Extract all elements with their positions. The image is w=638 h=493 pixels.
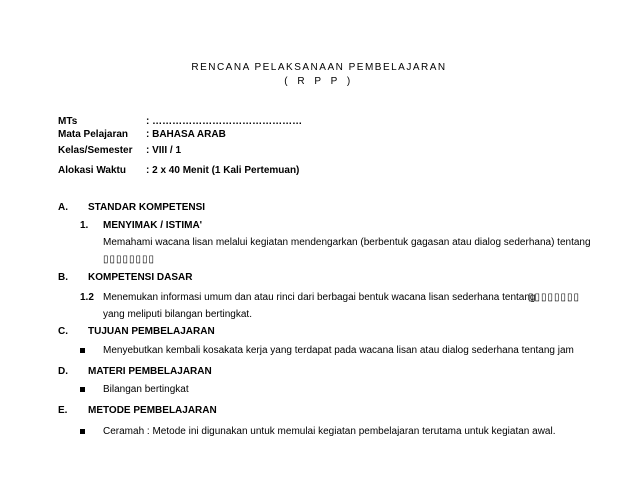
section-e-bullet-icon: [80, 429, 85, 434]
document-title: RENCANA PELAKSANAAN PEMBELAJARAN: [191, 62, 447, 73]
identity-label-time: Alokasi Waktu: [58, 165, 126, 176]
document-subtitle: ( R P P ): [284, 76, 354, 87]
section-c-bullet-icon: [80, 348, 85, 353]
section-d-title: MATERI PEMBELAJARAN: [88, 366, 212, 377]
section-b-title: KOMPETENSI DASAR: [88, 272, 193, 283]
section-e-bullet-text: Ceramah : Metode ini digunakan untuk memulai kegiatan pembelajaran terutama untuk kegiatan awal.: [103, 426, 556, 437]
identity-value-time: : 2 x 40 Menit (1 Kali Pertemuan): [146, 165, 300, 176]
section-a-item-text-2: ▯▯▯▯▯▯▯▯: [103, 254, 156, 265]
section-c-letter: C.: [58, 326, 68, 337]
identity-value-class: : VIII / 1: [146, 145, 182, 156]
section-b-item-number: 1.2: [80, 292, 94, 303]
identity-label-subject: Mata Pelajaran: [58, 129, 129, 140]
section-b-item-text: Menemukan informasi umum dan atau rinci dari berbagai bentuk wacana lisan sederhana tentang: [103, 292, 536, 303]
identity-label-class: Kelas/Semester: [58, 145, 133, 156]
section-a-item-title: MENYIMAK / ISTIMA': [103, 220, 203, 231]
section-d-letter: D.: [58, 366, 68, 377]
section-e-title: METODE PEMBELAJARAN: [88, 405, 217, 416]
section-b-item-text-2: yang meliputi bilangan bertingkat.: [103, 309, 252, 320]
identity-value-mts: : ………………………………………: [146, 116, 303, 127]
section-e-letter: E.: [58, 405, 68, 416]
section-c-title: TUJUAN PEMBELAJARAN: [88, 326, 215, 337]
section-c-bullet-text: Menyebutkan kembali kosakata kerja yang terdapat pada wacana lisan atau dialog sederhana tentang jam: [103, 345, 574, 356]
section-b-item-boxes: ▯▯▯▯▯▯▯▯: [528, 292, 581, 303]
section-b-letter: B.: [58, 272, 68, 283]
section-a-item-number: 1.: [80, 220, 89, 231]
section-d-bullet-text: Bilangan bertingkat: [103, 384, 189, 395]
section-a-item-text: Memahami wacana lisan melalui kegiatan mendengarkan (berbentuk gagasan atau dialog sederhana) tentang: [103, 237, 591, 248]
identity-label-mts: MTs: [58, 116, 78, 127]
section-a-letter: A.: [58, 202, 68, 213]
section-a-title: STANDAR KOMPETENSI: [88, 202, 206, 213]
section-d-bullet-icon: [80, 387, 85, 392]
identity-value-subject: : BAHASA ARAB: [146, 129, 226, 140]
